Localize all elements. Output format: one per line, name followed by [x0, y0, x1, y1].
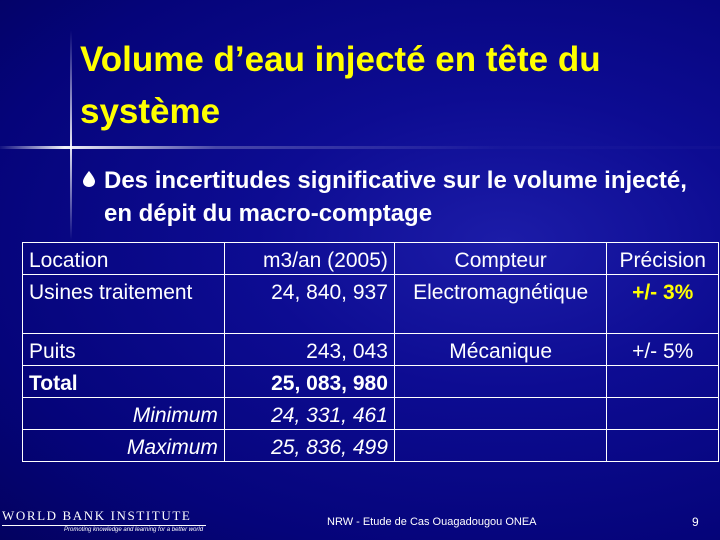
cell-volume: 243, 043 [224, 334, 394, 366]
footer-text: NRW - Etude de Cas Ouagadougou ONEA [327, 516, 537, 528]
page-number: 9 [692, 515, 699, 529]
header-location: Location [23, 243, 225, 275]
cell-location: Usines traitement [23, 275, 225, 334]
world-bank-institute-logo [0, 508, 210, 538]
decorative-horizontal-line [0, 146, 720, 149]
total-label: Total [23, 366, 225, 398]
empty-cell [607, 366, 719, 398]
empty-cell [394, 398, 607, 430]
empty-cell [607, 398, 719, 430]
logo-text: WORLD BANK INSTITUTE [2, 508, 192, 523]
empty-cell [394, 430, 607, 462]
minimum-label: Minimum [23, 398, 225, 430]
decorative-vertical-line [70, 30, 72, 240]
cell-compteur: Electromagnétique [394, 275, 607, 334]
logo-rule [2, 525, 206, 526]
total-value: 25, 083, 980 [224, 366, 394, 398]
cell-precision: +/- 3% [607, 275, 719, 334]
cell-precision: +/- 5% [607, 334, 719, 366]
table-row-maximum [23, 430, 719, 462]
table-row-minimum [23, 398, 719, 430]
table-row [23, 334, 719, 366]
maximum-label: Maximum [23, 430, 225, 462]
logo-tagline: Promoting knowledge and learning for a better world [64, 527, 204, 533]
cell-location: Puits [23, 334, 225, 366]
header-precision: Précision [607, 243, 719, 275]
minimum-value: 24, 331, 461 [224, 398, 394, 430]
bullet-text: Des incertitudes significative sur le volume injecté, en dépit du macro-comptage [104, 167, 687, 227]
volume-table [22, 242, 719, 462]
slide-title: Volume d’eau injecté en tête du système [80, 40, 601, 131]
empty-cell [607, 430, 719, 462]
table-row-total [23, 366, 719, 398]
cell-volume: 24, 840, 937 [224, 275, 394, 334]
empty-cell [394, 366, 607, 398]
header-volume: m3/an (2005) [224, 243, 394, 275]
header-compteur: Compteur [394, 243, 607, 275]
maximum-value: 25, 836, 499 [224, 430, 394, 462]
table-header-row [23, 243, 719, 275]
table-row [23, 275, 719, 334]
drop-bullet-icon [80, 170, 98, 188]
cell-compteur: Mécanique [394, 334, 607, 366]
